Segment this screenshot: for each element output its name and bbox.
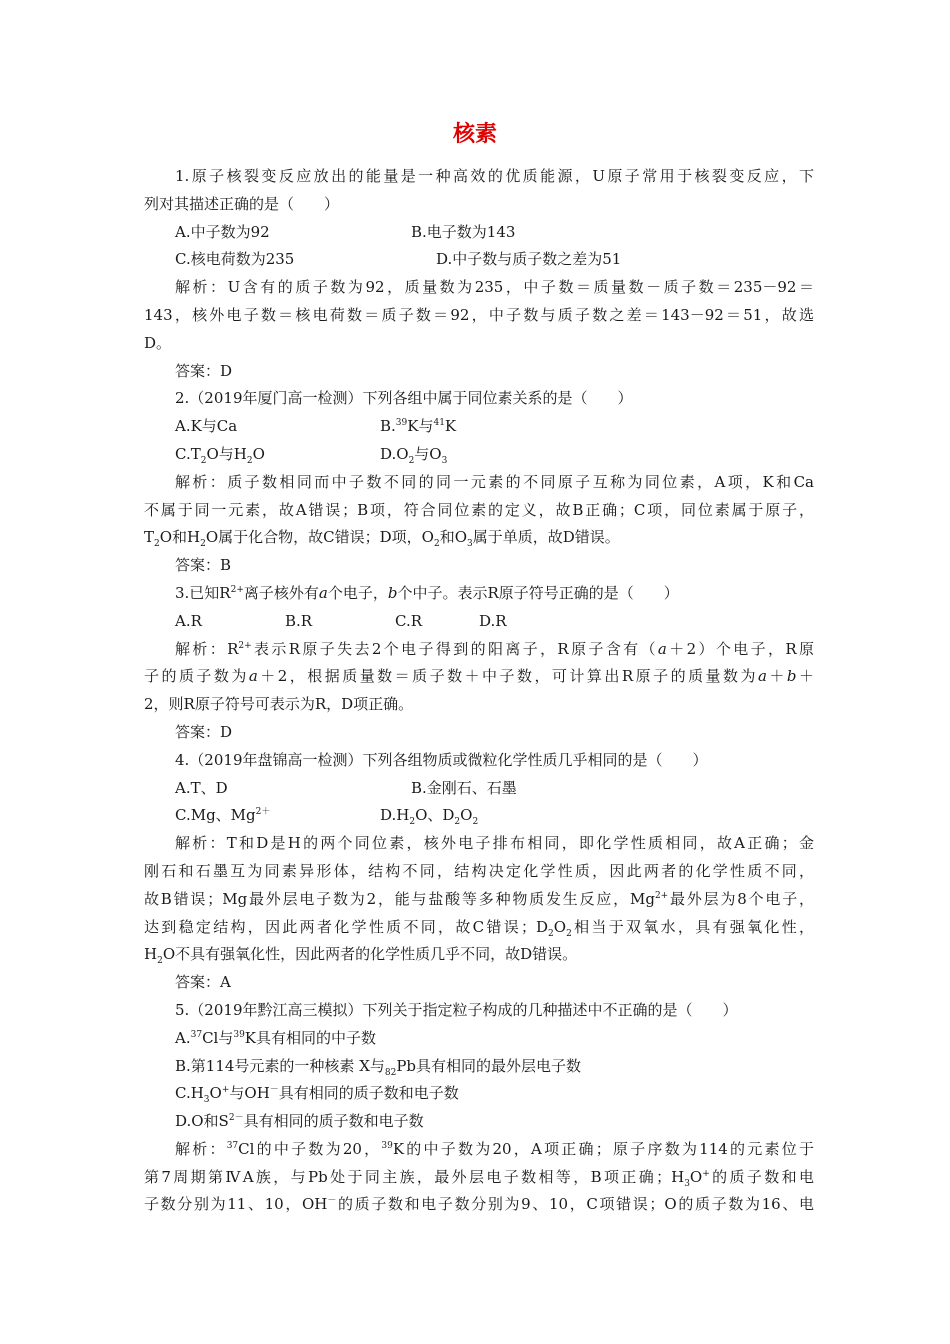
q2-stem: 2.（2019年厦门高一检测）下列各组中属于同位素关系的是（ ）	[175, 389, 633, 408]
option-part: Cl与	[202, 1028, 234, 1047]
subscript: 3	[441, 455, 448, 466]
exp-part: O	[553, 917, 567, 936]
q3-option-d: D.R	[479, 611, 507, 630]
stem-part: 3.已知R	[175, 583, 231, 602]
option-part: 具有相同的质子数和电子数	[243, 1112, 424, 1131]
q5-option-c	[144, 1080, 814, 1108]
mass-number: 39	[233, 1029, 245, 1040]
variable-b: b	[387, 583, 398, 602]
variable-a: a	[318, 583, 328, 602]
exp-part: ＋2）个电子，R原	[666, 639, 814, 658]
exp-part: H	[144, 945, 158, 964]
q4-option-a: A.T、D	[175, 778, 228, 797]
q2-option-a: A.K与Ca	[175, 417, 238, 436]
exp-part: ＋	[766, 667, 787, 686]
q2-option-d-part: 与O	[414, 444, 442, 463]
exp-part: 达到稳定结构，因此两者化学性质不同，故C错误；D	[144, 917, 549, 936]
variable-a: a	[657, 639, 667, 658]
q3-explanation-line3: 2，则R原子符号可表示为R，D项正确。	[144, 695, 414, 714]
exp-part: K的中子数为20，A项正确；原子序数为114的元素位于	[392, 1139, 814, 1158]
charge-superscript: 2－	[228, 1113, 244, 1124]
exp-part: 的质子数和电	[709, 1167, 814, 1186]
q1-option-d: D.中子数与质子数之差为51	[436, 250, 622, 269]
q3-option-a: A.R	[175, 611, 202, 630]
exp-part: O属于化合物，故C错误；D项，O	[205, 528, 434, 547]
q4-explanation-line5	[144, 941, 814, 969]
q2-options-row2	[144, 441, 814, 469]
q2-explanation-line3	[144, 524, 814, 552]
q1-options-row2	[144, 246, 814, 274]
q2-answer: 答案：B	[175, 556, 232, 575]
stem-part: 离子核外有	[243, 583, 319, 602]
q4-option-c	[175, 802, 270, 830]
variable-a: a	[248, 667, 258, 686]
exp-part: 故B错误；Mg最外层电子数为2，能与盐酸等多种物质发生反应，Mg	[144, 889, 655, 908]
charge-superscript: 2+	[654, 890, 669, 901]
q5-explanation-line1	[144, 1136, 814, 1164]
q4-answer: 答案：A	[175, 973, 231, 992]
q2-option-c-part: O	[252, 444, 265, 463]
option-part: Pb具有相同的最外层电子数	[396, 1056, 582, 1075]
q2-option-c-part: O与H	[206, 444, 247, 463]
subscript: 2	[200, 539, 206, 550]
exp-part: 的质子数和电子数分别为9、10，C项错误；O的质子数为16、电	[336, 1195, 814, 1214]
q2-option-b-prefix: B.	[380, 417, 396, 436]
mass-number: 37	[190, 1029, 203, 1040]
document-body	[144, 163, 814, 1219]
subscript: 2	[566, 928, 572, 939]
q2-option-b	[380, 413, 456, 441]
q5-option-a	[144, 1025, 814, 1053]
q2-option-d	[380, 441, 447, 469]
exp-part: 解析：	[175, 1139, 227, 1158]
subscript: 2	[200, 455, 207, 466]
q1-option-c: C.核电荷数为235	[175, 250, 295, 269]
subscript: 2	[157, 956, 163, 967]
exp-part: 最外层为8个电子，	[668, 889, 814, 908]
q5-explanation-line3	[144, 1191, 814, 1219]
option-part: A.	[175, 1028, 191, 1047]
stem-part: 个电子，	[327, 583, 388, 602]
q4-option-d-part: D.H	[380, 806, 410, 825]
option-part: D.O和S	[175, 1112, 229, 1131]
exp-part: 第7周期第ⅣA族，与Pb处于同主族，最外层电子数相等，B项正确；H	[144, 1167, 685, 1186]
q3-explanation-line1	[144, 636, 814, 664]
charge-superscript: 2+	[230, 584, 244, 595]
q4-options-row2	[144, 802, 814, 830]
exp-part: O不具有强氧化性，因此两者的化学性质几乎不同，故D错误。	[162, 945, 578, 964]
subscript: 3	[684, 1178, 690, 1189]
q4-option-d-part: O、D	[415, 806, 455, 825]
exp-part: 子的质子数为	[144, 667, 249, 686]
q5-stem: 5.（2019年黔江高三模拟）下列关于指定粒子构成的几种描述中不正确的是（ ）	[175, 1000, 738, 1019]
option-part: B.第114号元素的一种核素 X与	[175, 1056, 385, 1075]
mass-number: 39	[395, 418, 408, 429]
q4-option-d	[380, 802, 478, 830]
option-part: O	[209, 1084, 222, 1103]
q1-answer: 答案：D	[175, 361, 233, 380]
option-part: 与OH	[229, 1084, 270, 1103]
q1-option-a: A.中子数为92	[175, 222, 270, 241]
q3-answer: 答案：D	[175, 722, 233, 741]
exp-part: O和H	[159, 528, 201, 547]
variable-b: b	[786, 667, 797, 686]
q1-option-b: B.电子数为143	[411, 222, 516, 241]
charge-superscript: －	[269, 1085, 279, 1096]
exp-part: 属于单质，故D错误。	[472, 528, 620, 547]
q1-stem-line2: 列对其描述正确的是（ ）	[144, 194, 340, 213]
charge-superscript: －	[327, 1196, 337, 1207]
subscript: 2	[409, 817, 416, 828]
mass-number: 41	[433, 418, 445, 429]
q2-option-b-post: K	[444, 417, 457, 436]
charge-superscript: 2＋	[255, 807, 271, 818]
q1-explanation-line2: 143，核外电子数＝核电荷数＝质子数＝92，中子数与质子数之差＝143－92＝51，故选	[144, 305, 814, 324]
q5-option-d	[144, 1108, 814, 1136]
option-part: K具有相同的中子数	[244, 1028, 377, 1047]
q3-explanation-line2	[144, 663, 814, 691]
option-part: C.H	[175, 1084, 204, 1103]
q2-explanation-line2: 不属于同一元素，故A错误；B项，符合同位素的定义，故B正确；C项，同位素属于原子，	[144, 500, 814, 519]
variable-a: a	[757, 667, 767, 686]
charge-superscript: +	[221, 1085, 230, 1096]
exp-part: Cl的中子数为20，	[238, 1139, 382, 1158]
exp-part: 相当于双氧水，具有强氧化性，	[571, 917, 814, 936]
subscript: 2	[246, 455, 253, 466]
q1-stem-line1: 1.原子核裂变反应放出的能量是一种高效的优质能源，U原子常用于核裂变反应，下	[175, 167, 814, 185]
q3-stem	[144, 580, 814, 608]
q4-options-row1	[144, 775, 814, 803]
q4-explanation-line3	[144, 886, 814, 914]
q2-options-row1	[144, 413, 814, 441]
exp-part: 表示R原子失去2个电子得到的阳离子，R原子含有（	[251, 639, 658, 658]
q2-option-c-part: C.T	[175, 444, 201, 463]
exp-part: O	[689, 1167, 703, 1186]
q4-option-b: B.金刚石、石墨	[411, 778, 517, 797]
q5-option-b	[144, 1053, 814, 1081]
exp-part: 解析：R	[175, 639, 239, 658]
subscript: 2	[154, 539, 160, 550]
subscript: 3	[467, 539, 473, 550]
q4-stem: 4.（2019年盘锦高一检测）下列各组物质或微粒化学性质几乎相同的是（ ）	[175, 750, 708, 769]
q3-options-row	[144, 608, 814, 636]
exp-part: ＋2，根据质量数＝质子数＋中子数，可计算出R原子的质量数为	[257, 667, 758, 686]
q1-explanation-line1: 解析：U含有的质子数为92，质量数为235，中子数＝质量数－质子数＝235－92＝	[175, 278, 814, 297]
subscript: 2	[433, 539, 440, 550]
subscript: 2	[472, 817, 479, 828]
subscript: 2	[548, 928, 554, 939]
q4-explanation-line2: 刚石和石墨互为同素异形体，结构不同，结构决定化学性质，因此两者的化学性质不同，	[144, 861, 814, 880]
subscript: 2	[454, 817, 461, 828]
exp-part: T	[144, 528, 155, 547]
stem-part: 个中子。表示R原子符号正确的是（ ）	[397, 583, 679, 602]
q2-option-c	[175, 441, 265, 469]
q1-options-row1	[144, 219, 814, 247]
atomic-number: 82	[384, 1067, 397, 1078]
subscript: 2	[408, 455, 415, 466]
q3-option-b: B.R	[285, 611, 313, 630]
q4-explanation-line4	[144, 914, 814, 942]
exp-part: 子数分别为11、10，OH	[144, 1195, 328, 1214]
charge-superscript: +	[702, 1168, 710, 1179]
q1-explanation-line3: D。	[144, 333, 172, 352]
q2-option-d-part: D.O	[380, 444, 409, 463]
charge-superscript: 2+	[238, 640, 252, 651]
option-part: 具有相同的质子数和电子数	[278, 1084, 459, 1103]
exp-part: ＋	[796, 667, 814, 686]
q2-option-b-mid: K与	[407, 417, 434, 436]
q4-option-c-part: C.Mg、Mg	[175, 806, 256, 825]
mass-number: 37	[226, 1140, 239, 1151]
mass-number: 39	[381, 1140, 393, 1151]
q5-explanation-line2	[144, 1164, 814, 1192]
exp-part: 和O	[439, 528, 468, 547]
q2-explanation-line1: 解析：质子数相同而中子数不同的同一元素的不同原子互称为同位素，A项，K和Ca	[175, 472, 814, 491]
subscript: 3	[203, 1095, 210, 1106]
q4-option-d-part: O	[460, 806, 473, 825]
q4-explanation-line1: 解析：T和D是H的两个同位素，核外电子排布相同，即化学性质相同，故A正确；金	[175, 834, 814, 853]
page-title: 核素	[452, 122, 497, 147]
q3-option-c: C.R	[395, 611, 423, 630]
